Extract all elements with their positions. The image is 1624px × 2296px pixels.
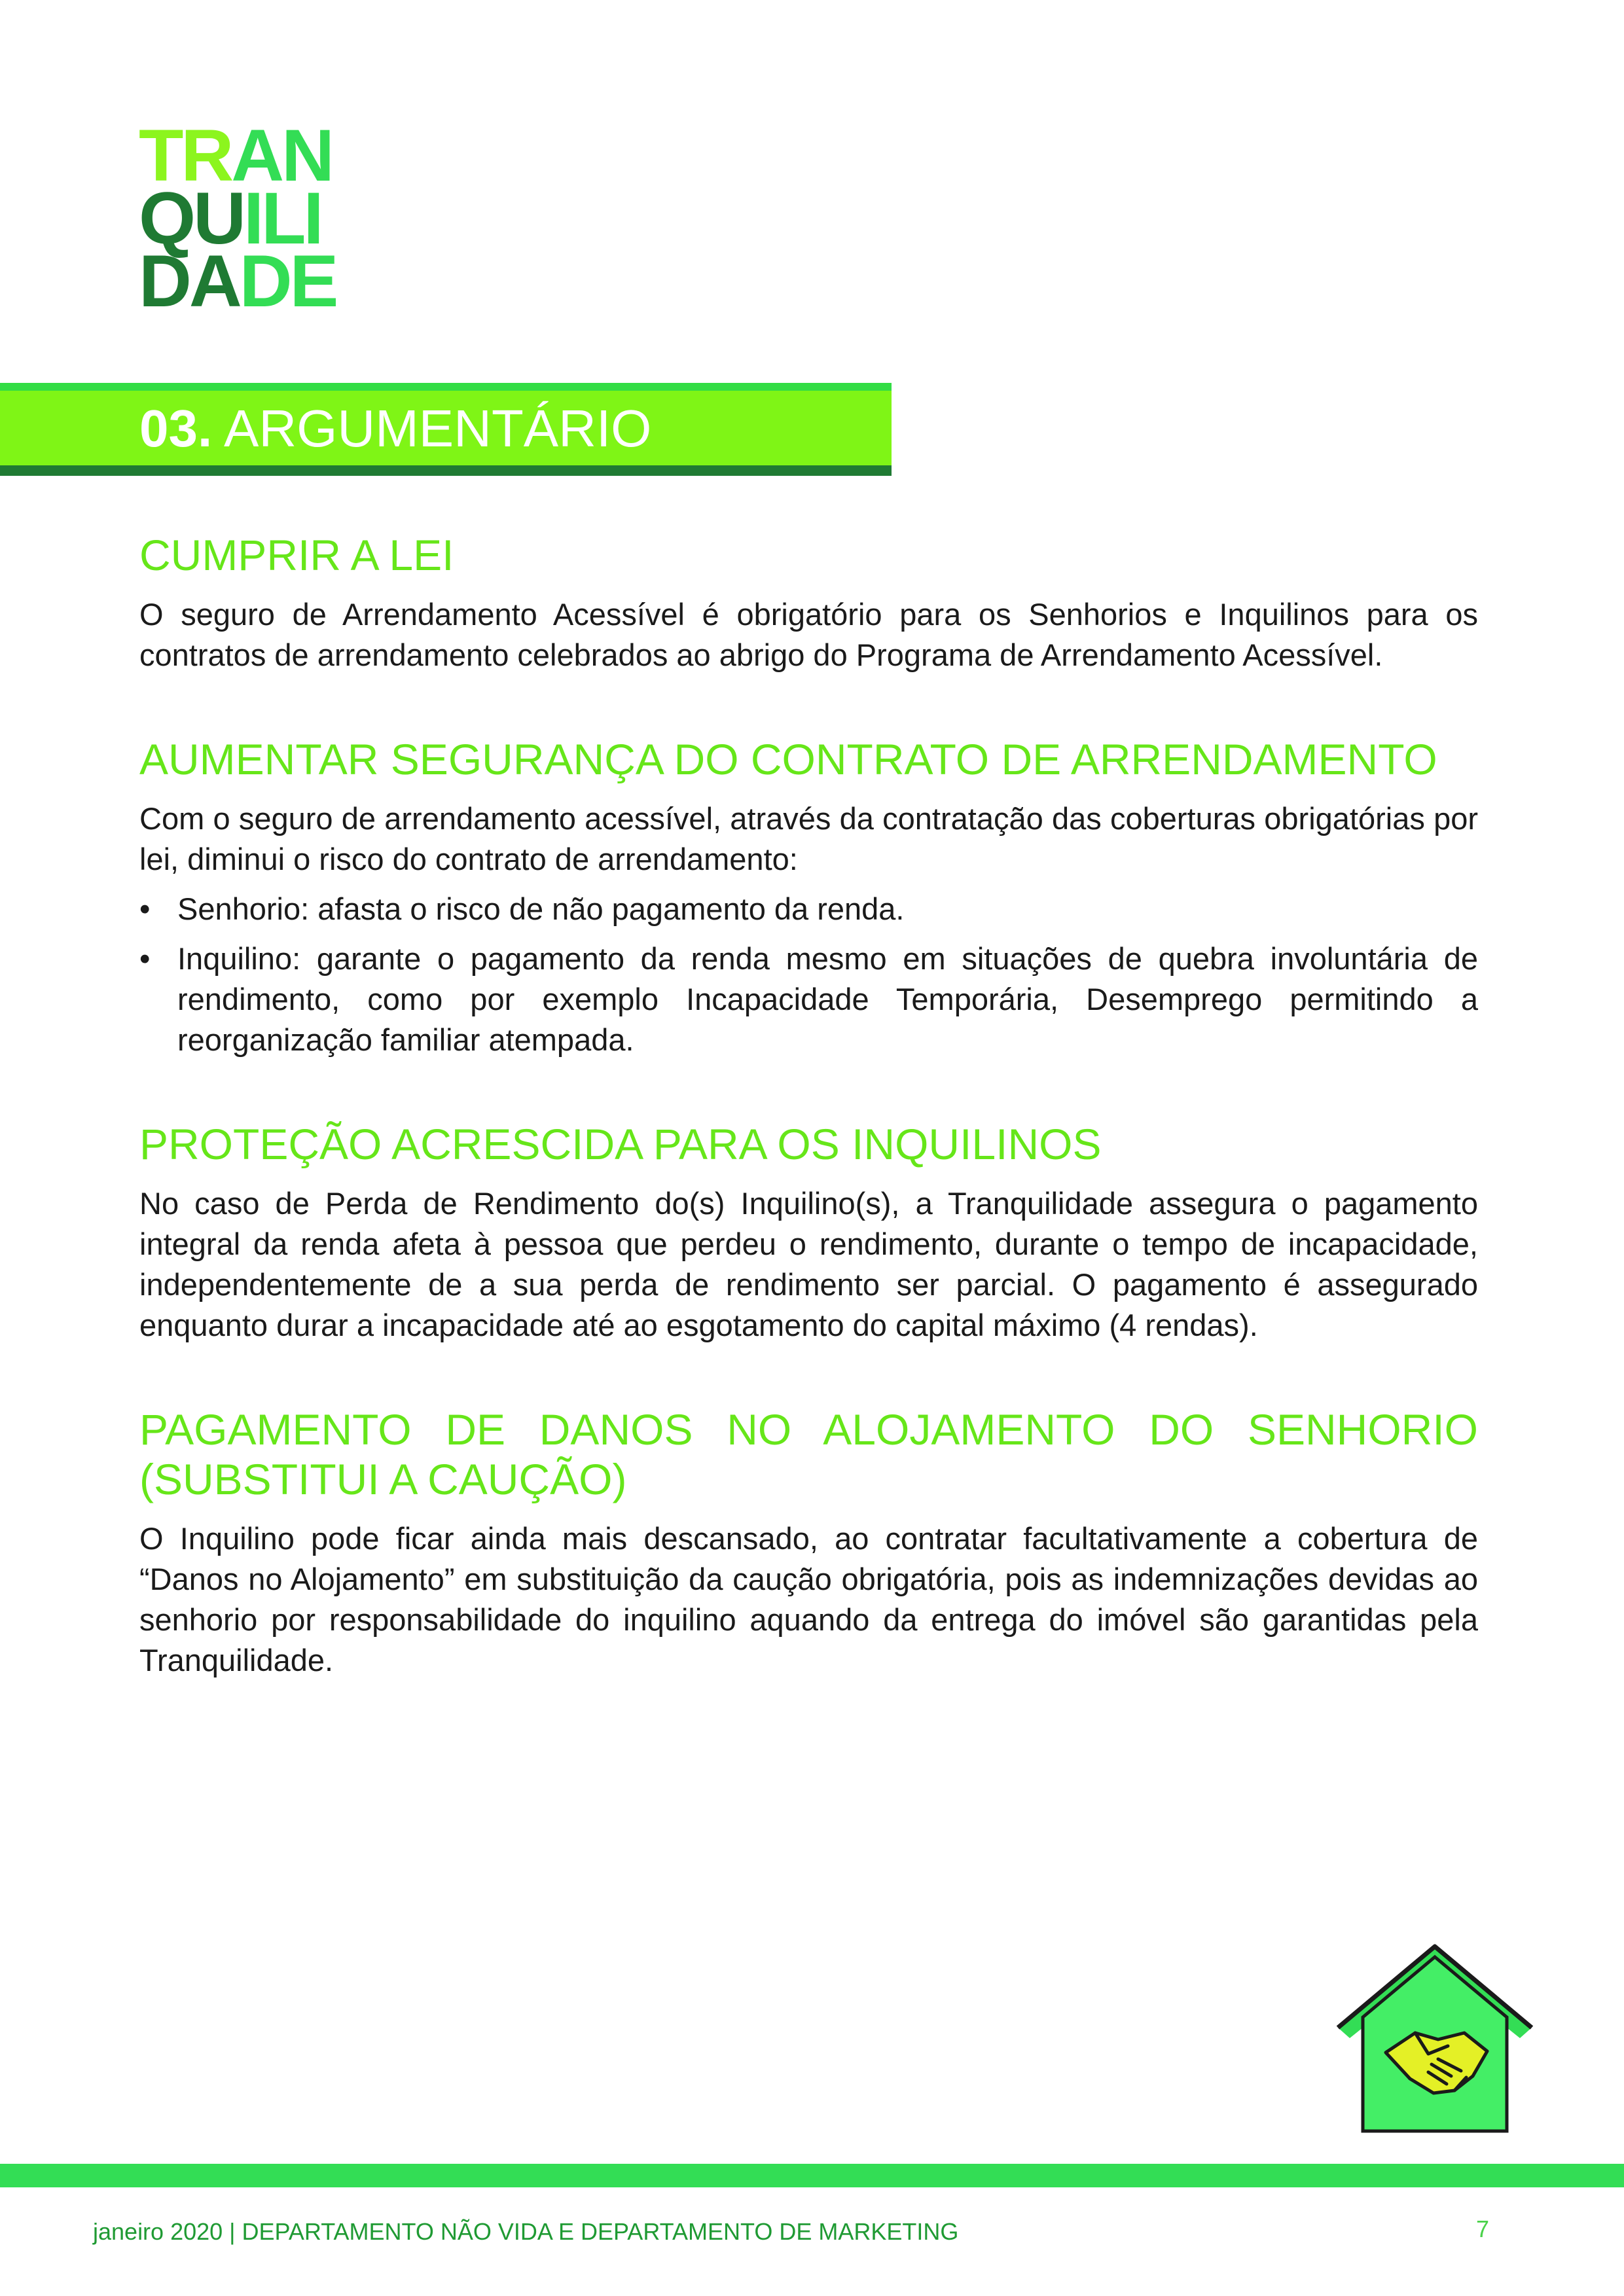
section-bar-bottom-strip xyxy=(0,465,892,476)
section-title xyxy=(139,399,651,459)
footer-divider xyxy=(0,2164,1624,2187)
list-item-text: Senhorio: afasta o risco de não pagamento da renda. xyxy=(177,891,905,926)
section-bar-top-strip xyxy=(0,383,892,391)
bullet-list xyxy=(139,889,1478,1060)
block-pagamento-danos xyxy=(139,1405,1478,1681)
heading-aumentar-seguranca: AUMENTAR SEGURANÇA DO CONTRATO DE ARRENDAMENTO xyxy=(139,735,1437,783)
heading-protecao-acrescida: PROTEÇÃO ACRESCIDA PARA OS INQUILINOS xyxy=(139,1120,1102,1168)
logo-line-3: DADE xyxy=(139,240,336,322)
footer-text: janeiro 2020 | DEPARTAMENTO NÃO VIDA E DEPARTAMENTO DE MARKETING xyxy=(93,2218,959,2245)
list-item xyxy=(139,939,1478,1060)
block-protecao-acrescida xyxy=(139,1119,1478,1346)
block-cumprir-a-lei xyxy=(139,530,1478,675)
tranquilidade-logo xyxy=(139,115,348,322)
logo-line-2: QUILI xyxy=(139,177,321,259)
list-item-text: Inquilino: garante o pagamento da renda mesmo em situações de quebra involuntária de rendimento, como por exemplo Incapacidade Temporária, Desemprego permitindo a reorganização familiar atempada. xyxy=(177,941,1478,1057)
logo-line-1: TRAN xyxy=(139,115,333,196)
heading-cumprir-a-lei: CUMPRIR A LEI xyxy=(139,531,454,579)
bullet-icon: • xyxy=(139,941,151,976)
paragraph-pagamento-danos: O Inquilino pode ficar ainda mais descansado, ao contratar facultativamente a cobertura de “Danos no Alojamento” em substituição da caução obrigatória, pois as indemnizações devidas ao senhorio por responsabilidade do inquilino aquando da entrega do imóvel são garantidas pela Tranquilidade. xyxy=(139,1521,1478,1677)
house-handshake-icon xyxy=(1324,1941,1546,2138)
bullet-icon: • xyxy=(139,891,151,926)
section-title-text: ARGUMENTÁRIO xyxy=(224,399,652,457)
list-item xyxy=(139,889,1478,929)
section-number: 03. xyxy=(139,399,213,457)
section-header-bar xyxy=(0,383,892,476)
paragraph-aumentar-seguranca: Com o seguro de arrendamento acessível, através da contratação das coberturas obrigatórias por lei, diminui o risco do contrato de arrendamento: xyxy=(139,801,1478,876)
block-aumentar-seguranca xyxy=(139,734,1478,1060)
page-number: 7 xyxy=(1476,2215,1490,2242)
page-content xyxy=(139,530,1478,1740)
paragraph-cumprir-a-lei: O seguro de Arrendamento Acessível é obrigatório para os Senhorios e Inquilinos para os contratos de arrendamento celebrados ao abrigo do Programa de Arrendamento Acessível. xyxy=(139,597,1478,672)
paragraph-protecao-acrescida: No caso de Perda de Rendimento do(s) Inquilino(s), a Tranquilidade assegura o pagamento integral da renda afeta à pessoa que perdeu o rendimento, durante o tempo de incapacidade, independentemente de a sua perda de rendimento ser parcial. O pagamento é assegurado enquanto durar a incapacidade até ao esgotamento do capital máximo (4 rendas). xyxy=(139,1186,1478,1342)
heading-pagamento-danos: PAGAMENTO DE DANOS NO ALOJAMENTO DO SENHORIO (SUBSTITUI A CAUÇÃO) xyxy=(139,1405,1478,1503)
